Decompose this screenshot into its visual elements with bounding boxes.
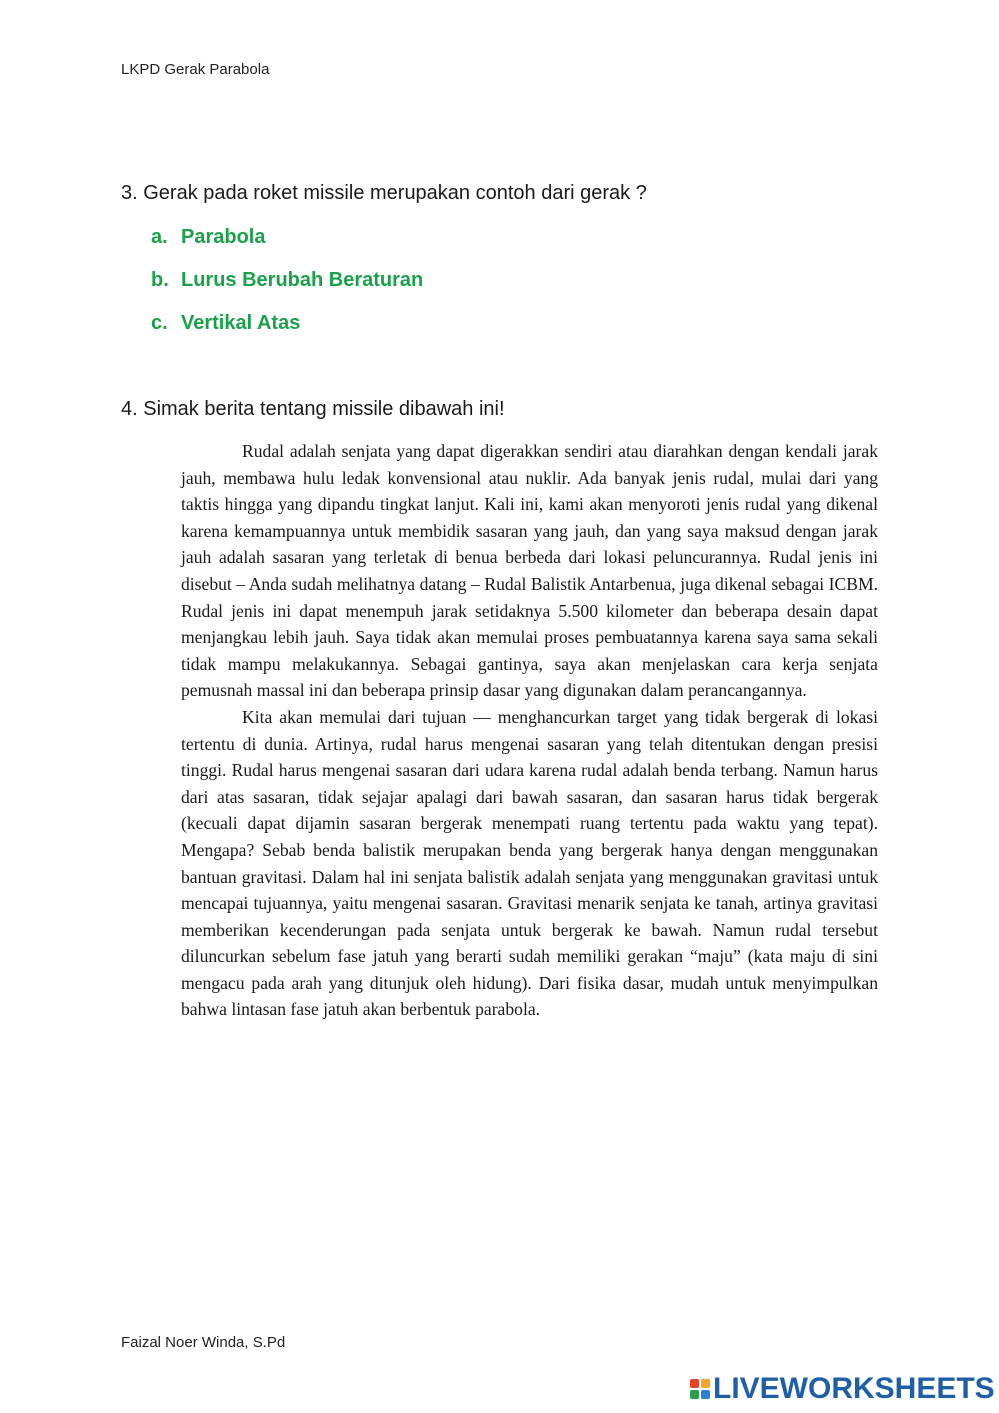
option-c-label: Vertikal Atas [181, 312, 301, 334]
question-4-text: 4. Simak berita tentang missile dibawah ini! [121, 398, 505, 420]
document-footer-author: Faizal Noer Winda, S.Pd [121, 1334, 286, 1351]
missile-article [181, 438, 878, 1023]
article-paragraph-2: Kita akan memulai dari tujuan — menghancurkan target yang tidak bergerak di lokasi tertentu di dunia. Artinya, rudal harus mengenai sasaran yang telah ditentukan dengan presisi tinggi. Rudal harus mengenai sasaran dari udara karena rudal adalah benda terbang. Namun harus dari atas sasaran, tidak sejajar apalagi dari bawah sasaran, dan sasaran harus tidak bergerak (kecuali dapat dijamin sasaran bergerak menempati ruang tertentu pada waktu yang tepat). Mengapa? Sebab benda balistik merupakan benda yang bergerak hanya dengan menggunakan bantuan gravitasi. Dalam hal ini senjata balistik adalah senjata yang menggunakan gravitasi untuk mencapai tujuannya, yaitu mengenai sasaran. Gravitasi menarik senjata ke tanah, artinya gravitasi memberikan kecenderungan pada senjata untuk bergerak ke bawah. Namun rudal tersebut diluncurkan sebelum fase jatuh yang berarti sudah memiliki gerakan “maju” (kata maju di sini mengacu pada arah yang ditunjuk oleh hidung). Dari fisika dasar, mudah untuk menyimpulkan bahwa lintasan fase jatuh akan berbentuk parabola. [181, 706, 878, 1020]
document-header: LKPD Gerak Parabola [121, 61, 270, 78]
logo-square-green [690, 1390, 699, 1399]
option-c[interactable] [151, 312, 423, 355]
article-paragraph-1: Rudal adalah senjata yang dapat digerakkan sendiri atau diarahkan dengan kendali jarak jauh, membawa hulu ledak konvensional atau nuklir. Ada banyak jenis rudal, mulai dari yang taktis hingga yang dipandu tingkat lanjut. Kali ini, kami akan menyoroti jenis rudal yang dikenal karena kemampuannya untuk membidik sasaran yang jauh, dan yang saya maksud dengan jarak jauh adalah sasaran yang terletak di benua berbeda dari lokasi peluncurannya. Rudal jenis ini disebut – Anda sudah melihatnya datang – Rudal Balistik Antarbenua, juga dikenal sebagai ICBM. Rudal jenis ini dapat menempuh jarak setidaknya 5.500 kilometer dan beberapa desain dapat menjangkau lebih jauh. Saya tidak akan memulai proses pembuatannya karena saya sama sekali tidak mampu melakukannya. Sebagai gantinya, saya akan menjelaskan cara kerja senjata pemusnah massal ini dan beberapa prinsip dasar yang digunakan dalam perancangannya. [181, 441, 878, 701]
question-3-text: 3. Gerak pada roket missile merupakan contoh dari gerak ? [121, 182, 647, 204]
logo-square-blue [701, 1390, 710, 1399]
option-b[interactable] [151, 269, 423, 312]
option-b-label: Lurus Berubah Beraturan [181, 269, 424, 291]
liveworksheets-logo-icon [690, 1379, 710, 1399]
option-c-letter: c. [151, 312, 168, 334]
option-a-letter: a. [151, 226, 168, 248]
option-a-label: Parabola [181, 226, 266, 248]
option-b-letter: b. [151, 269, 169, 291]
liveworksheets-brand [690, 1373, 995, 1405]
logo-square-orange [701, 1379, 710, 1388]
question-3-options [151, 226, 423, 355]
option-a[interactable] [151, 226, 423, 269]
logo-square-red [690, 1379, 699, 1388]
liveworksheets-brand-text: LIVEWORKSHEETS [713, 1372, 995, 1405]
